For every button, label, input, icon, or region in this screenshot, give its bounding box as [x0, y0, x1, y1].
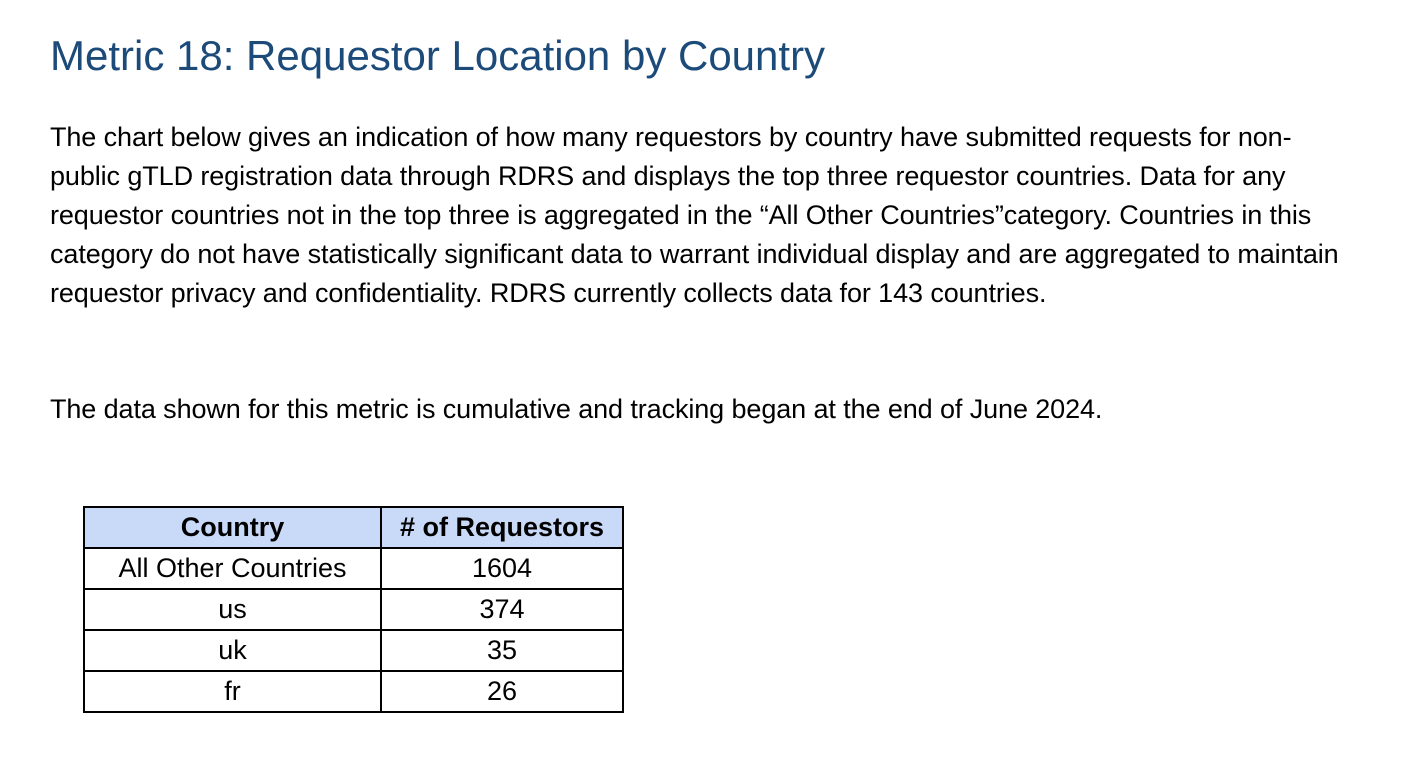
header-requestors: # of Requestors — [381, 507, 623, 548]
table-row — [84, 630, 623, 671]
requestors-cell: 374 — [381, 589, 623, 630]
country-cell: uk — [84, 630, 381, 671]
page-title: Metric 18: Requestor Location by Country — [50, 32, 826, 79]
requestors-cell: 26 — [381, 671, 623, 712]
country-cell: fr — [84, 671, 381, 712]
table-header-row — [84, 507, 623, 548]
requestors-cell: 35 — [381, 630, 623, 671]
table-row — [84, 589, 623, 630]
cumulative-note-paragraph: The data shown for this metric is cumulative and tracking began at the end of June 2024. — [50, 394, 1103, 424]
country-cell: us — [84, 589, 381, 630]
requestors-cell: 1604 — [381, 548, 623, 589]
country-cell: All Other Countries — [84, 548, 381, 589]
description-paragraph: The chart below gives an indication of how many requestors by country have submitted requests for non-public gTLD registration data through RDRS and displays the top three requestor countries. Data for any requestor countries not in the top three is aggregated in the “All Other Countries”category. Countries in this category do not have statistically significant data to warrant individual display and are aggregated to maintain requestor privacy and confidentiality. RDRS currently collects data for 143 countries. — [50, 122, 1339, 308]
table-row — [84, 548, 623, 589]
requestor-country-table — [83, 506, 624, 713]
table-row — [84, 671, 623, 712]
header-country: Country — [84, 507, 381, 548]
